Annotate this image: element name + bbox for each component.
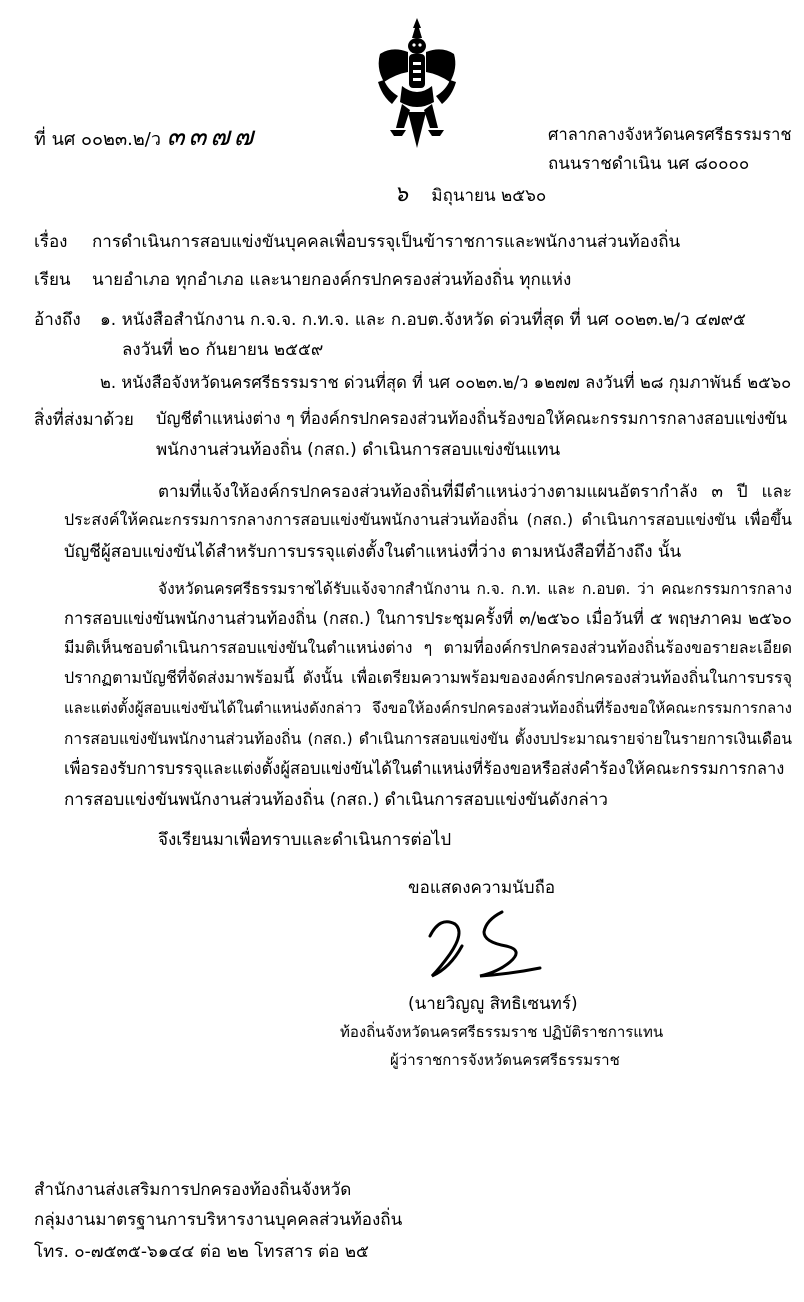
paragraph-2-line: การสอบแข่งขันพนักงานส่วนท้องถิ่น (กสถ.) ดำเนินการสอบแข่งขัน ตั้งงบประมาณรายจ่ายในรายการเงินเดือน bbox=[64, 730, 792, 748]
footer-phone: โทร. ๐-๗๕๓๕-๖๑๔๔ ต่อ ๒๒ โทรสาร ต่อ ๒๕ bbox=[34, 1242, 369, 1262]
office-address-line1: ศาลากลางจังหวัดนครศรีธรรมราช bbox=[548, 125, 792, 144]
signatory-name: (นายวิญญู สิทธิเซนทร์) bbox=[408, 994, 578, 1014]
reference-item-2: ๒. หนังสือจังหวัดนครศรีธรรมราช ด่วนที่สุด ที่ นศ ๐๐๒๓.๒/ว ๑๒๗๗ ลงวันที่ ๒๘ กุมภาพันธ์ ๒๕๖๐ bbox=[100, 373, 792, 392]
paragraph-1-line: บัญชีผู้สอบแข่งขันได้สำหรับการบรรจุแต่งตั้งในตำแหน่งที่ว่าง ตามหนังสือที่อ้างถึง นั้น bbox=[64, 542, 682, 562]
document-number-label: ที่ นศ ๐๐๒๓.๒/ว bbox=[34, 129, 161, 150]
subject-text: การดำเนินการสอบแข่งขันบุคคลเพื่อบรรจุเป็นข้าราชการและพนักงานส่วนท้องถิ่น bbox=[92, 232, 681, 252]
footer-division: กลุ่มงานมาตรฐานการบริหารงานบุคคลส่วนท้องถิ่น bbox=[34, 1210, 403, 1230]
date-day-handwritten: ๖ bbox=[394, 182, 412, 207]
office-address-line2: ถนนราชดำเนิน นศ ๘๐๐๐๐ bbox=[548, 154, 750, 174]
salutation: ขอแสดงความนับถือ bbox=[408, 878, 556, 898]
enclosure-line1: บัญชีตำแหน่งต่าง ๆ ที่องค์กรปกครองส่วนท้องถิ่นร้องขอให้คณะกรรมการกลางสอบแข่งขัน bbox=[156, 409, 788, 428]
document-date bbox=[394, 176, 546, 211]
closing-request: จึงเรียนมาเพื่อทราบและดำเนินการต่อไป bbox=[158, 830, 452, 850]
paragraph-2-line: เพื่อรองรับการบรรจุและแต่งตั้งผู้สอบแข่งขันได้ในตำแหน่งที่ร้องขอหรือส่งคำร้องให้คณะกรรมการกลาง bbox=[64, 759, 785, 778]
signature-icon bbox=[410, 906, 560, 982]
signatory-position-line1: ท้องถิ่นจังหวัดนครศรีธรรมราช ปฏิบัติราชการแทน bbox=[340, 1023, 664, 1041]
paragraph-2-line: และแต่งตั้งผู้สอบแข่งขันได้ในตำแหน่งดังกล่าว จึงขอให้องค์กรปกครองส่วนท้องถิ่นที่ร้องขอให้คณะกรรมการกลาง bbox=[64, 699, 792, 717]
date-month-year: มิถุนายน ๒๕๖๐ bbox=[431, 186, 547, 206]
subject-label: เรื่อง bbox=[34, 232, 68, 252]
enclosure-label: สิ่งที่ส่งมาด้วย bbox=[34, 410, 134, 430]
paragraph-1-line: ประสงค์ให้คณะกรรมการกลางการสอบแข่งขันพนักงานส่วนท้องถิ่น (กสถ.) ดำเนินการสอบแข่งขัน เพื่อขึ้น bbox=[64, 510, 792, 529]
reference-item-1-line1: ๑. หนังสือสำนักงาน ก.จ.จ. ก.ท.จ. และ ก.อบต.จังหวัด ด่วนที่สุด ที่ นศ ๐๐๒๓.๒/ว ๔๗๙๕ bbox=[100, 310, 746, 330]
footer-office: สำนักงานส่งเสริมการปกครองท้องถิ่นจังหวัด bbox=[34, 1180, 352, 1200]
signatory-position-line2: ผู้ว่าราชการจังหวัดนครศรีธรรมราช bbox=[390, 1051, 620, 1069]
paragraph-2-line: ปรากฏตามบัญชีที่จัดส่งมาพร้อมนี้ ดังนั้น เพื่อเตรียมความพร้อมขององค์กรปกครองส่วนท้องถิ่นในการบรรจุ bbox=[64, 668, 792, 687]
reference-item-1-line2: ลงวันที่ ๒๐ กันยายน ๒๕๕๙ bbox=[122, 340, 324, 360]
paragraph-2-line: มีมติเห็นชอบดำเนินการสอบแข่งขันในตำแหน่งต่าง ๆ ตามที่องค์กรปกครองส่วนท้องถิ่นร้องขอรายละเอียด bbox=[64, 638, 792, 657]
document-number-handwritten: ๓๓๗๗ bbox=[166, 122, 258, 152]
garuda-emblem-icon bbox=[372, 16, 462, 150]
paragraph-2-line: จังหวัดนครศรีธรรมราชได้รับแจ้งจากสำนักงาน ก.จ. ก.ท. และ ก.อบต. ว่า คณะกรรมการกลาง bbox=[158, 580, 792, 598]
recipient-text: นายอำเภอ ทุกอำเภอ และนายกองค์กรปกครองส่วนท้องถิ่น ทุกแห่ง bbox=[92, 270, 572, 290]
paragraph-2-line: การสอบแข่งขันพนักงานส่วนท้องถิ่น (กสถ.) ในการประชุมครั้งที่ ๓/๒๕๖๐ เมื่อวันที่ ๕ พฤษภาคม ๒๕๖๐ bbox=[64, 609, 792, 628]
paragraph-2-line: การสอบแข่งขันพนักงานส่วนท้องถิ่น (กสถ.) ดำเนินการสอบแข่งขันดังกล่าว bbox=[64, 790, 608, 810]
document-number bbox=[34, 116, 257, 157]
recipient-label: เรียน bbox=[34, 270, 71, 290]
reference-label: อ้างถึง bbox=[34, 310, 81, 330]
enclosure-line2: พนักงานส่วนท้องถิ่น (กสถ.) ดำเนินการสอบแข่งขันแทน bbox=[156, 440, 561, 460]
paragraph-1-line: ตามที่แจ้งให้องค์กรปกครองส่วนท้องถิ่นที่มีตำแหน่งว่างตามแผนอัตรากำลัง ๓ ปี และ bbox=[158, 482, 792, 502]
